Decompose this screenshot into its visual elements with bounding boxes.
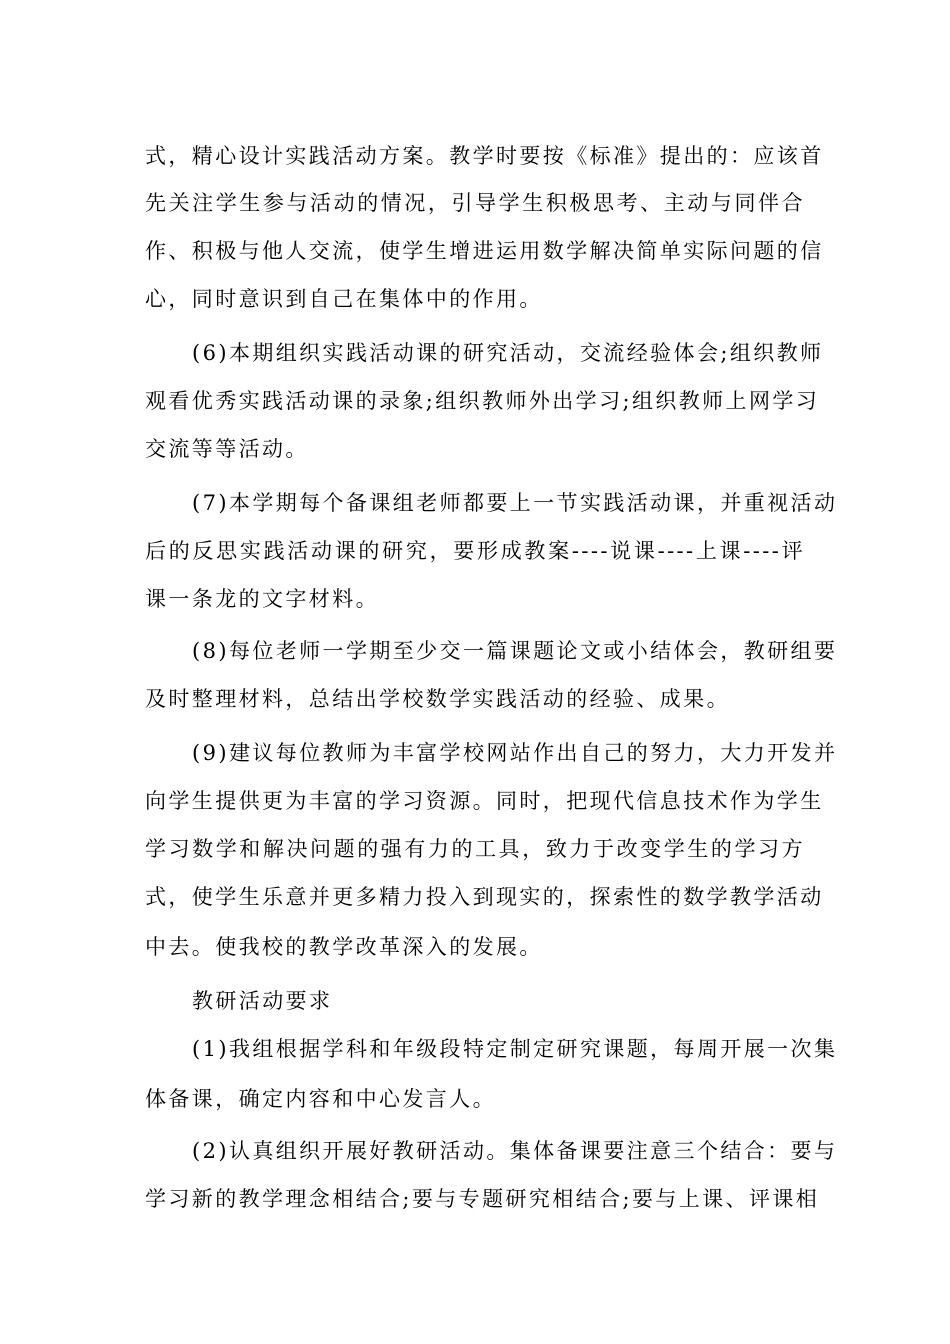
paragraph-line: 体备课，确定内容和中心发言人。	[145, 1087, 496, 1111]
paragraph-line: 观看优秀实践活动课的录象;组织教师外出学习;组织教师上网学习	[145, 389, 820, 413]
paragraph-line: (2)认真组织开展好教研活动。集体备课要注意三个结合：要与	[192, 1139, 838, 1163]
paragraph-line: 向学生提供更为丰富的学习资源。同时，把现代信息技术作为学生	[145, 789, 824, 813]
paragraph-line: (7)本学期每个备课组老师都要上一节实践活动课，并重视活动	[192, 491, 838, 515]
paragraph-line: 后的反思实践活动课的研究，要形成教案----说课----上课----评	[145, 539, 805, 563]
paragraph-line: 学习新的教学理念相结合;要与专题研究相结合;要与上课、评课相	[145, 1187, 820, 1211]
paragraph-line: 交流等等活动。	[145, 437, 309, 461]
paragraph-line: 先关注学生参与活动的情况，引导学生积极思考、主动与同伴合	[145, 191, 805, 215]
paragraph-line: 课一条龙的文字材料。	[145, 587, 379, 611]
paragraph-line: 式，精心设计实践活动方案。教学时要按《标准》提出的：应该首	[145, 144, 824, 168]
paragraph-line: (1)我组根据学科和年级段特定制定研究课题，每周开展一次集	[192, 1037, 838, 1061]
paragraph-line: 心，同时意识到自己在集体中的作用。	[145, 287, 543, 311]
paragraph-line: 及时整理材料，总结出学校数学实践活动的经验、成果。	[145, 687, 730, 711]
paragraph-line: 作、积极与他人交流，使学生增进运用数学解决简单实际问题的信	[145, 239, 824, 263]
paragraph-line: 学习数学和解决问题的强有力的工具，致力于改变学生的学习方	[145, 837, 805, 861]
paragraph-line: (6)本期组织实践活动课的研究活动，交流经验体会;组织教师	[192, 341, 824, 365]
paragraph-line: 式，使学生乐意并更多精力投入到现实的，探索性的数学教学活动	[145, 885, 824, 909]
paragraph-line: (8)每位老师一学期至少交一篇课题论文或小结体会，教研组要	[192, 639, 838, 663]
paragraph-line: 中去。使我校的教学改革深入的发展。	[145, 935, 543, 959]
section-heading: 教研活动要求	[192, 989, 333, 1013]
paragraph-line: (9)建议每位教师为丰富学校网站作出自己的努力，大力开发并	[192, 741, 838, 765]
